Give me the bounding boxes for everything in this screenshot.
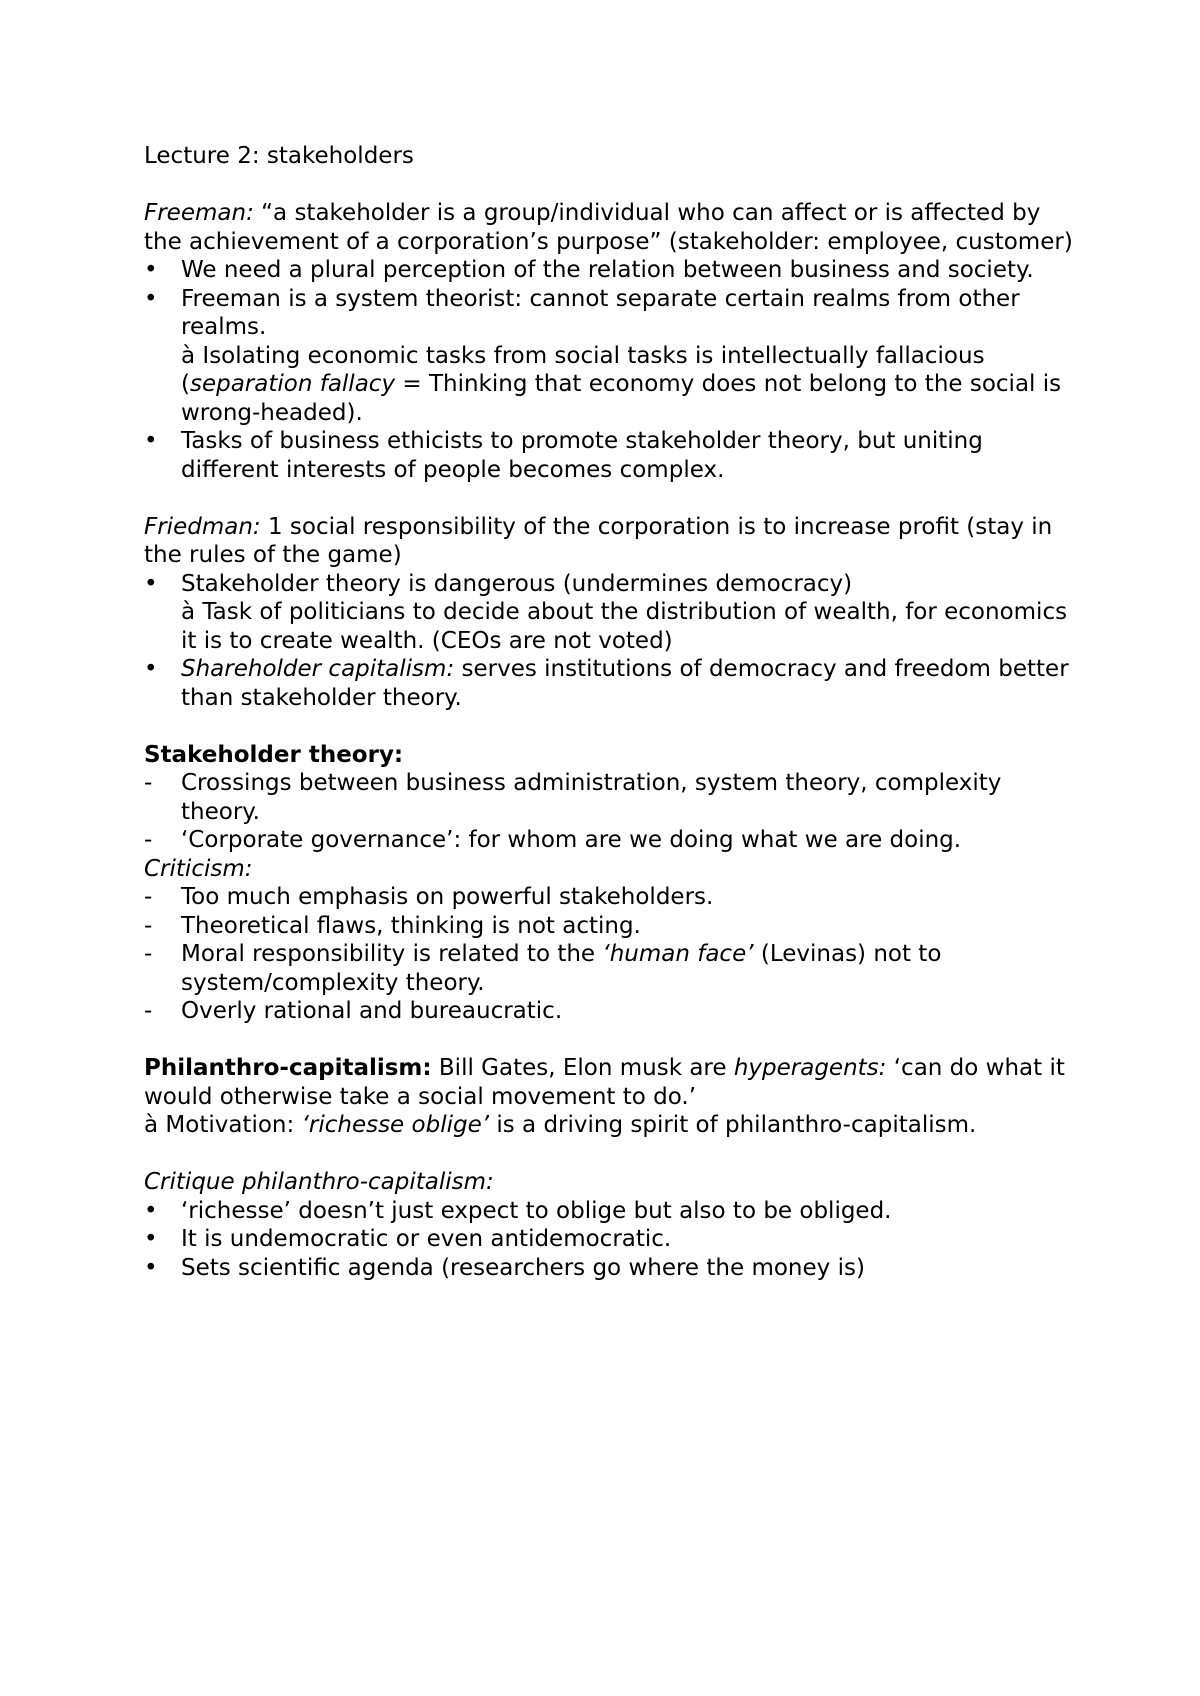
friedman-label: Friedman: (144, 513, 261, 540)
freeman-definition: “a stakeholder is a group/individual who can affect or is affected by the achievement of a corporation’s purpose” (stakeholder: employee, customer) (144, 200, 1073, 255)
hyperagents-term: hyperagents: (733, 1055, 887, 1081)
list-item (144, 1254, 1084, 1283)
dash-marker: - (144, 941, 153, 967)
document-title: Lecture 2: stakeholders (144, 143, 414, 169)
list-item (144, 883, 1084, 912)
bullet-marker: • (144, 428, 158, 454)
spacer (144, 1140, 1084, 1169)
spacer (144, 712, 1084, 741)
critique-heading: Critique philanthro-capitalism: (144, 1169, 494, 1195)
list-item (144, 1197, 1084, 1226)
bullet-marker: • (144, 570, 158, 597)
freeman-paragraph (144, 199, 1084, 256)
list-item-text: Overly rational and bureaucratic. (181, 998, 563, 1024)
arrow-note-text: à Task of politicians to decide about the distribution of wealth, for economics it is to create wealth. (CEOs are not voted) (181, 599, 1068, 654)
document-body (144, 142, 1084, 1282)
list-item-text: ‘Corporate governance’: for whom are we doing what we are doing. (181, 827, 962, 853)
list-item-text: Too much emphasis on powerful stakeholders. (181, 884, 714, 910)
freeman-arrow-note (144, 342, 1084, 428)
shareholder-capitalism-term: Shareholder capitalism: (181, 656, 455, 682)
list-item (144, 769, 1084, 826)
spacer (144, 484, 1084, 513)
list-item (144, 427, 1084, 484)
list-item-text: Sets scientific agenda (researchers go where the money is) (181, 1254, 865, 1281)
dash-marker: - (144, 998, 153, 1024)
bullet-marker: • (144, 656, 158, 682)
arrow-note-text: à Isolating economic tasks from social tasks is intellectually fallacious (181, 342, 985, 369)
philanthro-text: Bill Gates, Elon musk are (431, 1055, 734, 1081)
motivation-text: is a driving spirit of philanthro-capitalism. (489, 1112, 977, 1138)
freeman-bullets-cont (144, 427, 1084, 484)
bullet-marker: • (144, 257, 158, 283)
friedman-statement: 1 social responsibility of the corporation is to increase profit (stay in the rules of the game) (144, 513, 1053, 568)
stakeholder-theory-items (144, 769, 1084, 855)
stakeholder-theory-heading: Stakeholder theory: (144, 741, 404, 768)
list-item-text: Crossings between business administration, system theory, complexity theory. (181, 770, 1002, 825)
philanthro-paragraph (144, 1054, 1084, 1111)
list-item (144, 256, 1084, 285)
list-item-text: Moral responsibility is related to the (181, 941, 603, 967)
list-item (144, 285, 1084, 342)
human-face-term: ‘human face’ (602, 941, 754, 967)
bullet-marker: • (144, 1197, 158, 1224)
list-item-text: Theoretical flaws, thinking is not acting. (181, 912, 641, 939)
list-item-text: It is undemocratic or even antidemocratic. (181, 1226, 672, 1252)
bullet-marker: • (144, 1254, 158, 1281)
philanthro-text: ‘can do what it would otherwise take a social movement to do.’ (144, 1055, 1065, 1110)
list-item (144, 1225, 1084, 1254)
dash-marker: - (144, 827, 153, 853)
motivation-label: à Motivation: (144, 1112, 302, 1138)
criticism-label: Criticism: (144, 855, 253, 882)
spacer (144, 1026, 1084, 1055)
freeman-label: Freeman: (144, 200, 254, 226)
list-item-text: Tasks of business ethicists to promote stakeholder theory, but uniting different interests of people becomes complex. (181, 428, 983, 483)
motivation-line (144, 1111, 1084, 1140)
list-item-text: (Levinas) not to system/complexity theory. (181, 941, 942, 996)
dash-marker: - (144, 884, 153, 910)
list-item-text: We need a plural perception of the relation between business and society. (181, 257, 1034, 283)
richesse-oblige-term: ‘richesse oblige’ (301, 1112, 490, 1138)
list-item (144, 826, 1084, 855)
dash-marker: - (144, 912, 153, 939)
list-item (144, 912, 1084, 941)
list-item-text: Stakeholder theory is dangerous (undermines democracy) (181, 570, 853, 597)
bullet-marker: • (144, 285, 158, 312)
criticism-items (144, 883, 1084, 1026)
separation-fallacy-definition: = Thinking that economy does not belong to the social is wrong-headed). (181, 371, 1062, 426)
list-item (144, 997, 1084, 1026)
friedman-bullets (144, 570, 1084, 713)
list-item (144, 940, 1084, 997)
critique-items (144, 1197, 1084, 1283)
dash-marker: - (144, 770, 153, 796)
friedman-paragraph (144, 513, 1084, 570)
list-item-text: Freeman is a system theorist: cannot separate certain realms from other realms. (181, 285, 1020, 340)
list-item (144, 570, 1084, 656)
bullet-marker: • (144, 1226, 158, 1252)
spacer (144, 171, 1084, 200)
separation-fallacy-term: separation fallacy (189, 371, 396, 397)
list-item-text: serves institutions of democracy and freedom better than stakeholder theory. (181, 656, 1069, 711)
philanthro-heading: Philanthro-capitalism: (144, 1055, 432, 1081)
list-item (144, 655, 1084, 712)
freeman-bullets (144, 256, 1084, 342)
list-item-text: ‘richesse’ doesn’t just expect to oblige but also to be obliged. (181, 1197, 892, 1224)
paren-open: ( (181, 371, 190, 397)
